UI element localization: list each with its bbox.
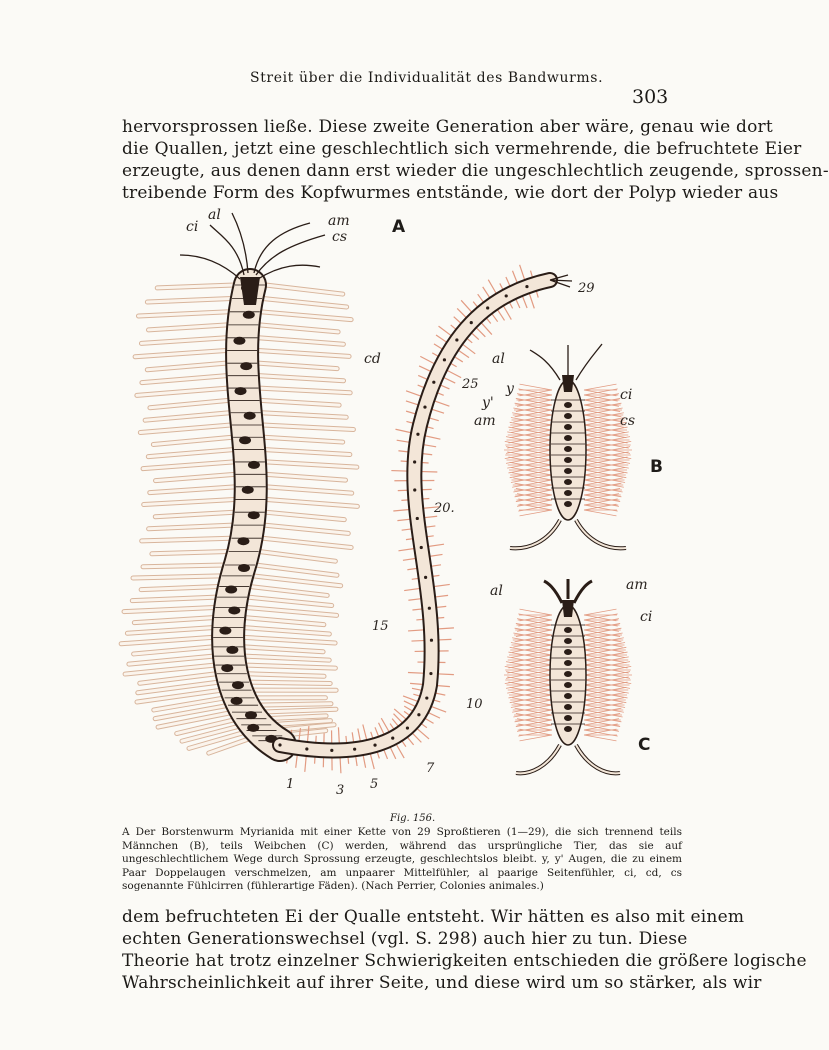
panel-label-a: A <box>392 217 406 237</box>
bristle <box>266 285 343 294</box>
panel-bristle <box>584 662 630 670</box>
panel-bristle <box>506 670 552 678</box>
body-text-top <box>122 116 829 204</box>
panel-bristle <box>517 725 552 731</box>
bristle <box>153 437 232 444</box>
segment-spot <box>238 564 250 572</box>
panel-spot <box>564 468 572 474</box>
panel-spot <box>564 490 572 496</box>
panel-bristle <box>584 625 619 631</box>
text-line: erzeugte, aus denen dann erst wieder die ungeschlechtlich zeugende, sprossen- <box>122 161 829 181</box>
bristle <box>139 312 229 316</box>
stolon-number-10: 10 <box>466 697 483 712</box>
panel-bristle <box>584 680 630 688</box>
segment-spot <box>219 627 231 635</box>
chain-dot <box>424 576 427 579</box>
figure-number: Fig. 156. <box>390 813 436 824</box>
panel-bristle <box>520 384 552 390</box>
panel-bristle <box>584 666 631 675</box>
panel-spot <box>564 402 572 408</box>
label-b-al: al <box>492 351 505 367</box>
chain-dot <box>423 405 426 408</box>
text-line: hervorsprossen ließe. Diese zweite Generation aber wäre, genau wie dort <box>122 117 773 137</box>
panel-spot <box>564 715 572 721</box>
panel-bristle <box>506 447 552 455</box>
panel-bristle <box>506 445 552 453</box>
panel-bristle <box>520 510 552 516</box>
body-text-bottom <box>122 906 807 994</box>
bristle <box>266 512 345 519</box>
panel-bristle <box>517 494 552 500</box>
panel-bristle <box>517 400 552 406</box>
bristle <box>143 565 225 567</box>
segment-spot <box>231 697 243 705</box>
segment-spot <box>242 486 254 494</box>
panel-label-c: C <box>638 735 651 755</box>
panel-bristle <box>520 735 552 741</box>
panel-b-male <box>504 344 632 548</box>
segment-spot <box>233 337 245 345</box>
panel-spot <box>564 638 572 644</box>
label-b-yprime: y' <box>482 395 494 411</box>
segment-spot <box>243 311 255 319</box>
segment-spot <box>221 664 233 672</box>
chain-dot <box>425 696 428 699</box>
panel-spot <box>564 435 572 441</box>
stolon-number-15: 15 <box>372 619 389 634</box>
bristle <box>246 607 336 615</box>
panel-bristle <box>584 670 630 678</box>
panel-label-b: B <box>650 457 663 477</box>
chain-dot <box>353 748 356 751</box>
panel-bristle <box>506 662 552 670</box>
panel-bristle <box>584 609 616 615</box>
bristle <box>257 704 331 705</box>
segment-spot <box>244 412 256 420</box>
label-al: al <box>208 207 221 223</box>
stolon-number-1: 1 <box>286 777 295 792</box>
segment-spot <box>240 362 252 370</box>
panel-bristle <box>584 735 616 741</box>
panel-bristle <box>517 500 552 506</box>
chain-dot <box>420 546 423 549</box>
chain-dot <box>413 460 416 463</box>
panel-spot <box>564 479 572 485</box>
panel-bristle <box>520 609 552 615</box>
chain-dot <box>432 381 435 384</box>
panel-bristle <box>517 619 552 625</box>
panel-bristle <box>505 441 552 450</box>
label-cs: cs <box>332 229 348 245</box>
bristle <box>262 538 351 547</box>
bristle <box>255 565 337 575</box>
panel-spot <box>564 660 572 666</box>
bristle <box>248 597 332 605</box>
chain-dot <box>305 747 308 750</box>
running-head: Streit über die Individualität des Bandwurms. <box>250 70 604 86</box>
label-b-am: am <box>474 413 496 429</box>
segment-spot <box>248 461 260 469</box>
bristle <box>250 587 327 596</box>
label-b-ci: ci <box>620 387 633 403</box>
panel-bristle <box>584 719 619 725</box>
panel-spot <box>564 446 572 452</box>
panel-spot <box>564 671 572 677</box>
chain-dot <box>486 306 489 309</box>
chain-dot <box>278 743 281 746</box>
panel-spot <box>564 704 572 710</box>
panel-c-female <box>504 579 632 773</box>
chain-dot <box>505 294 508 297</box>
chain-dot <box>416 433 419 436</box>
segment-spot <box>239 436 251 444</box>
chain-dot <box>455 338 458 341</box>
page-number: 303 <box>632 86 669 108</box>
bristle <box>137 388 228 395</box>
stolon-number-20: 20. <box>434 501 455 516</box>
chain-dot <box>413 488 416 491</box>
chain-dot <box>470 321 473 324</box>
bristle <box>129 656 213 664</box>
panel-bristle <box>584 619 619 625</box>
label-am: am <box>328 213 350 229</box>
segment-spot <box>237 537 249 545</box>
chain-dot <box>416 517 419 520</box>
panel-bristle <box>584 510 616 516</box>
figure-illustration <box>120 205 700 805</box>
stolon-number-7: 7 <box>426 761 435 776</box>
segment-spot <box>245 711 257 719</box>
panel-spot <box>564 413 572 419</box>
panel-bristle <box>506 455 552 463</box>
segment-spot <box>248 511 260 519</box>
panel-bristle <box>584 384 616 390</box>
label-c-am: am <box>626 577 648 593</box>
panel-bristle <box>584 725 619 731</box>
bristle <box>133 576 221 578</box>
bristle <box>261 312 351 320</box>
stolon-number-3: 3 <box>336 783 345 798</box>
label-b-cs: cs <box>620 413 636 429</box>
text-line: Theorie hat trotz einzelner Schwierigkeiten entschieden die größere logische <box>122 951 807 971</box>
panel-bristle <box>506 680 552 688</box>
bristle <box>124 607 214 611</box>
bristle <box>125 665 214 674</box>
panel-bristle <box>505 666 552 675</box>
chain-dot <box>406 726 409 729</box>
chain-dot <box>429 672 432 675</box>
panel-spot <box>564 424 572 430</box>
panel-spot <box>564 649 572 655</box>
segment-spot <box>232 681 244 689</box>
segment-spot <box>228 606 240 614</box>
panel-bristle <box>506 437 552 445</box>
panel-bristle <box>584 500 619 506</box>
text-line: dem befruchteten Ei der Qualle entsteht. Wir hätten es also mit einem <box>122 907 745 927</box>
panel-spot <box>564 627 572 633</box>
bristle <box>263 299 347 307</box>
label-ci: ci <box>186 219 199 235</box>
label-cd: cd <box>364 351 381 367</box>
segment-spot <box>235 387 247 395</box>
panel-spot <box>564 457 572 463</box>
segment-spot <box>225 586 237 594</box>
bristle <box>150 400 229 407</box>
label-c-al: al <box>490 583 503 599</box>
panel-bristle <box>584 494 619 500</box>
bristle <box>252 576 340 586</box>
bristle <box>145 413 230 420</box>
panel-spot <box>564 682 572 688</box>
bristle <box>245 656 329 660</box>
panel-spot <box>564 693 572 699</box>
chain-dot <box>330 749 333 752</box>
chain-dot <box>417 713 420 716</box>
panel-spot <box>564 726 572 732</box>
label-c-ci: ci <box>640 609 653 625</box>
panel-bristle <box>584 400 619 406</box>
figure-myrianida <box>120 205 700 805</box>
panel-bristle <box>584 455 630 463</box>
chain-dot <box>373 744 376 747</box>
panel-bristle <box>584 441 631 450</box>
stolon-number-25: 25 <box>462 377 479 392</box>
stolon-number-29: 29 <box>578 281 595 296</box>
label-b-y: y <box>506 381 514 397</box>
text-line: echten Generationswechsel (vgl. S. 298) auch hier zu tun. Diese <box>122 929 688 949</box>
panel-bristle <box>584 672 630 680</box>
text-line: Wahrscheinlichkeit auf ihrer Seite, und diese wird um so stärker, als wir <box>122 973 762 993</box>
panel-bristle <box>584 447 630 455</box>
panel-bristle <box>584 437 630 445</box>
bristle <box>149 525 233 529</box>
panel-bristle <box>517 719 552 725</box>
bristle <box>264 525 348 533</box>
chain-dot <box>391 737 394 740</box>
segment-spot <box>226 646 238 654</box>
panel-bristle <box>584 445 630 453</box>
panel-bristle <box>584 394 619 400</box>
text-line: treibende Form des Kopfwurmes entstände, wie dort der Polyp wieder aus <box>122 183 779 203</box>
chain-dot <box>428 607 431 610</box>
panel-bristle <box>517 625 552 631</box>
panel-bristle <box>506 672 552 680</box>
text-line: die Quallen, jetzt eine geschlechtlich sich vermehrende, die befruchtete Eier <box>122 139 802 159</box>
bristle <box>249 682 330 683</box>
figure-caption: A Der Borstenwurm Myrianida mit einer Kette von 29 Sproßtieren (1—29), die sich trennend teils Männchen (B), teils Weibchen (C) werden, während das ursprüngliche Tier, das sie auf ungeschlechtlichem Wege durch Sprossung erzeugte, geschlechtslos bleibt. y, y' Augen, die zu einem Paar Doppelaugen verschmelzen, am unpaarer Mittelfühler, al paarige Seitenfühler, ci, cd, cs sogenannte Fühlcirren (fühlerartige Fäden). (Nach Perrier, Colonies animales.) <box>122 826 682 892</box>
chain-dot <box>430 639 433 642</box>
panel-bristle <box>517 394 552 400</box>
chain-dot <box>443 358 446 361</box>
stolon-number-5: 5 <box>370 777 379 792</box>
chain-dot <box>525 285 528 288</box>
bristle <box>140 425 231 433</box>
bristle <box>259 551 335 561</box>
panel-spot <box>564 501 572 507</box>
